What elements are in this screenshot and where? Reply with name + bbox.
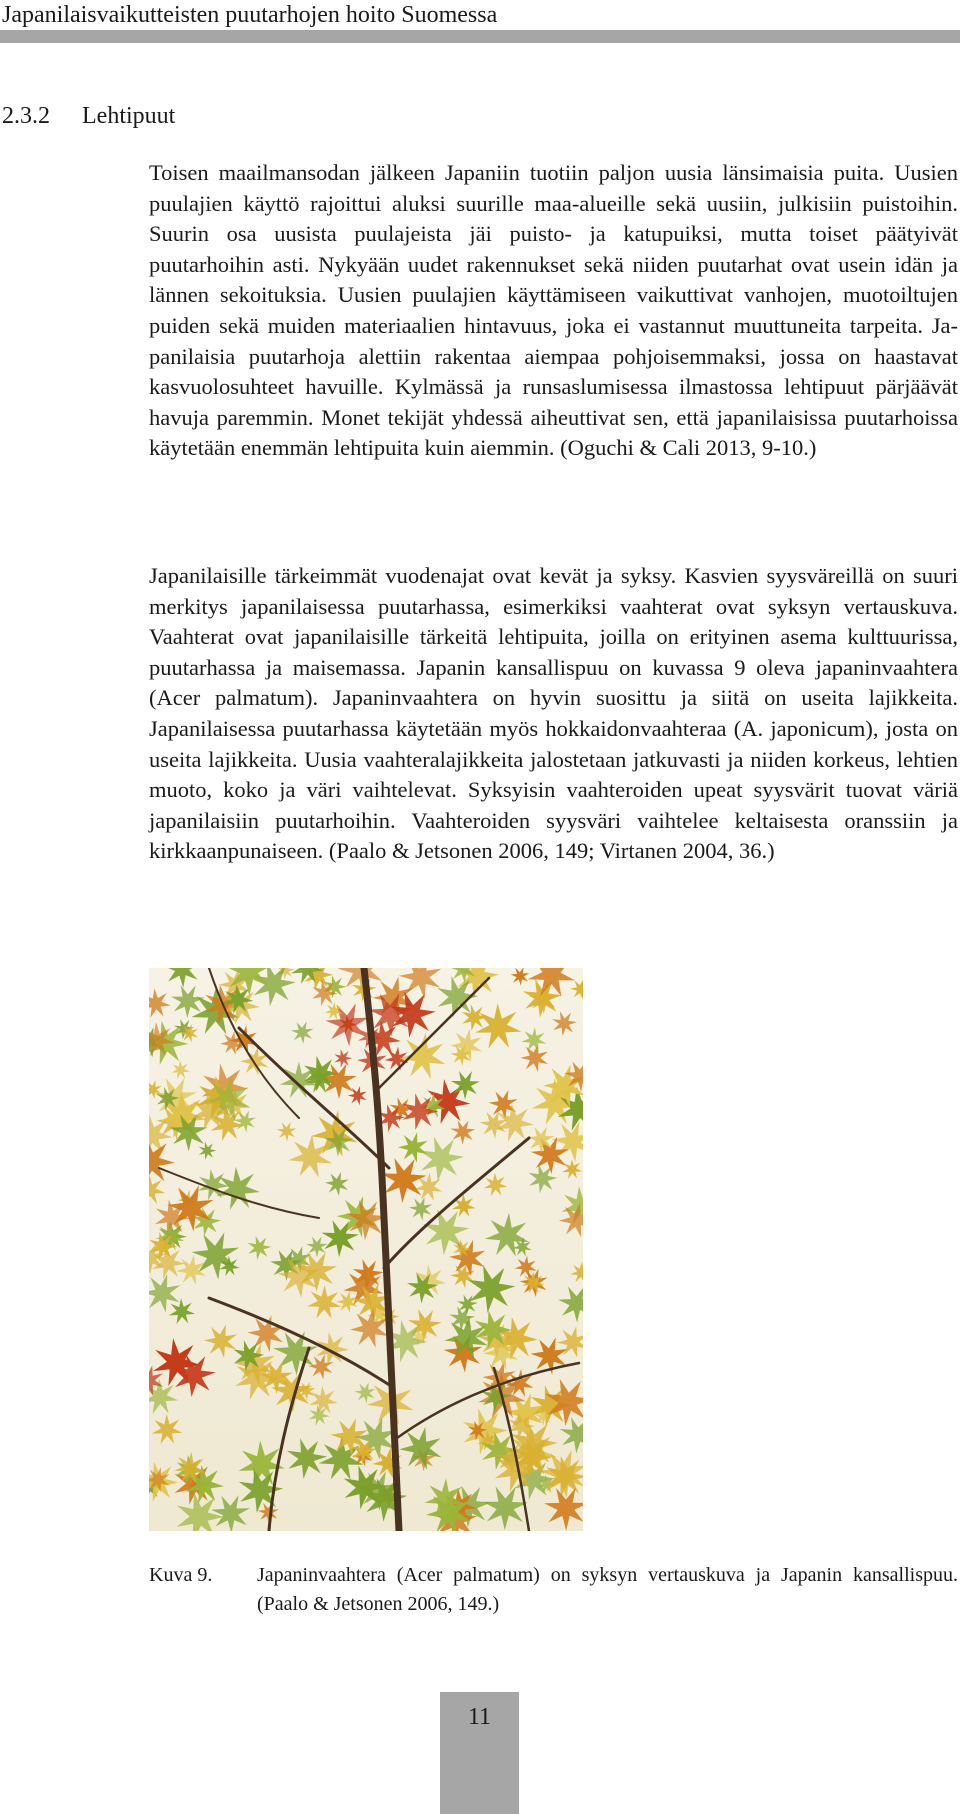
section-number: 2.3.2 bbox=[2, 103, 50, 129]
body-paragraph-1: Toisen maailmansodan jälkeen Japaniin tuotiin paljon uusia länsimaisia puita. Uusien puulajien käyttö rajoittui aluksi suurille maa-alueille sekä uusiin, julkisiin puistoihin. Suurin osa uusista puulajeista jäi puisto- ja katupuiksi, mutta toiset päätyivät puutarhoihin asti. Nykyään uudet rakennukset sekä niiden puutarhat ovat usein idän ja lännen sekoituksia. Uusien puulajien käyttämiseen vaikuttivat vanhojen, muotoiltujen puiden sekä muiden materiaalien hintavuus, joka ei vastannut muuttuneita tarpeita. Japanilaisia puutarhoja alettiin rakentaa aiempaa pohjoisemmaksi, jossa on haastavat kasvuolosuhteet havuille. Kylmässä ja runsaslumisessa ilmastossa lehtipuut pärjäävät havuja paremmin. Monet tekijät yhdessä aiheuttivat sen, että japanilaisissa puutarhoissa käytetään enemmän lehtipuita kuin aiemmin. (Oguchi & Cali 2013, 9-10.) bbox=[149, 160, 958, 461]
section-heading bbox=[2, 101, 175, 131]
figure-caption: Japaninvaahtera (Acer palmatum) on syksyn vertauskuva ja Japanin kansallispuu. (Paalo & Jetsonen 2006, 149.) bbox=[257, 1564, 958, 1615]
maple-leaves-illustration bbox=[149, 968, 583, 1531]
header-rule bbox=[0, 30, 960, 43]
page-number-box bbox=[440, 1692, 519, 1814]
maple-photo bbox=[149, 968, 583, 1531]
page-number: 11 bbox=[467, 1704, 492, 1730]
figure-label: Kuva 9. bbox=[149, 1564, 213, 1586]
running-header-title: Japanilaisvaikutteisten puutarhojen hoito Suomessa bbox=[2, 2, 498, 28]
section-title: Lehtipuut bbox=[82, 103, 176, 129]
body-paragraph-2: Japanilaisille tärkeimmät vuodenajat ovat kevät ja syksy. Kasvien syysväreillä on suuri merkitys japanilaisessa puutarhassa, esimerkiksi vaahterat ovat syksyn vertauskuva. Vaahterat ovat japanilaisille tärkeitä lehtipuita, joilla on erityinen asema kulttuurissa, puutarhassa ja maisemassa. Japanin kansallispuu on kuvassa 9 oleva japaninvaahtera (Acer palmatum). Japaninvaahtera on hyvin suosittu ja siitä on useita lajikkeita. Japanilaisessa puutarhassa käytetään myös hokkaidonvaahteraa (A. japonicum), josta on useita lajikkeita. Uusia vaahteralajikkeita jalostetaan jatkuvasti ja niiden korkeus, lehtien muoto, koko ja väri vaihtelevat. Syksyisin vaahteroiden upeat syysvärit tuovat väriä japanilaisiin puutarhoihin. Vaahteroiden syysväri vaihtelee keltaisesta oranssiin ja kirkkaanpunaiseen. (Paalo & Jetsonen 2006, 149; Virtanen 2004, 36.) bbox=[149, 563, 958, 864]
